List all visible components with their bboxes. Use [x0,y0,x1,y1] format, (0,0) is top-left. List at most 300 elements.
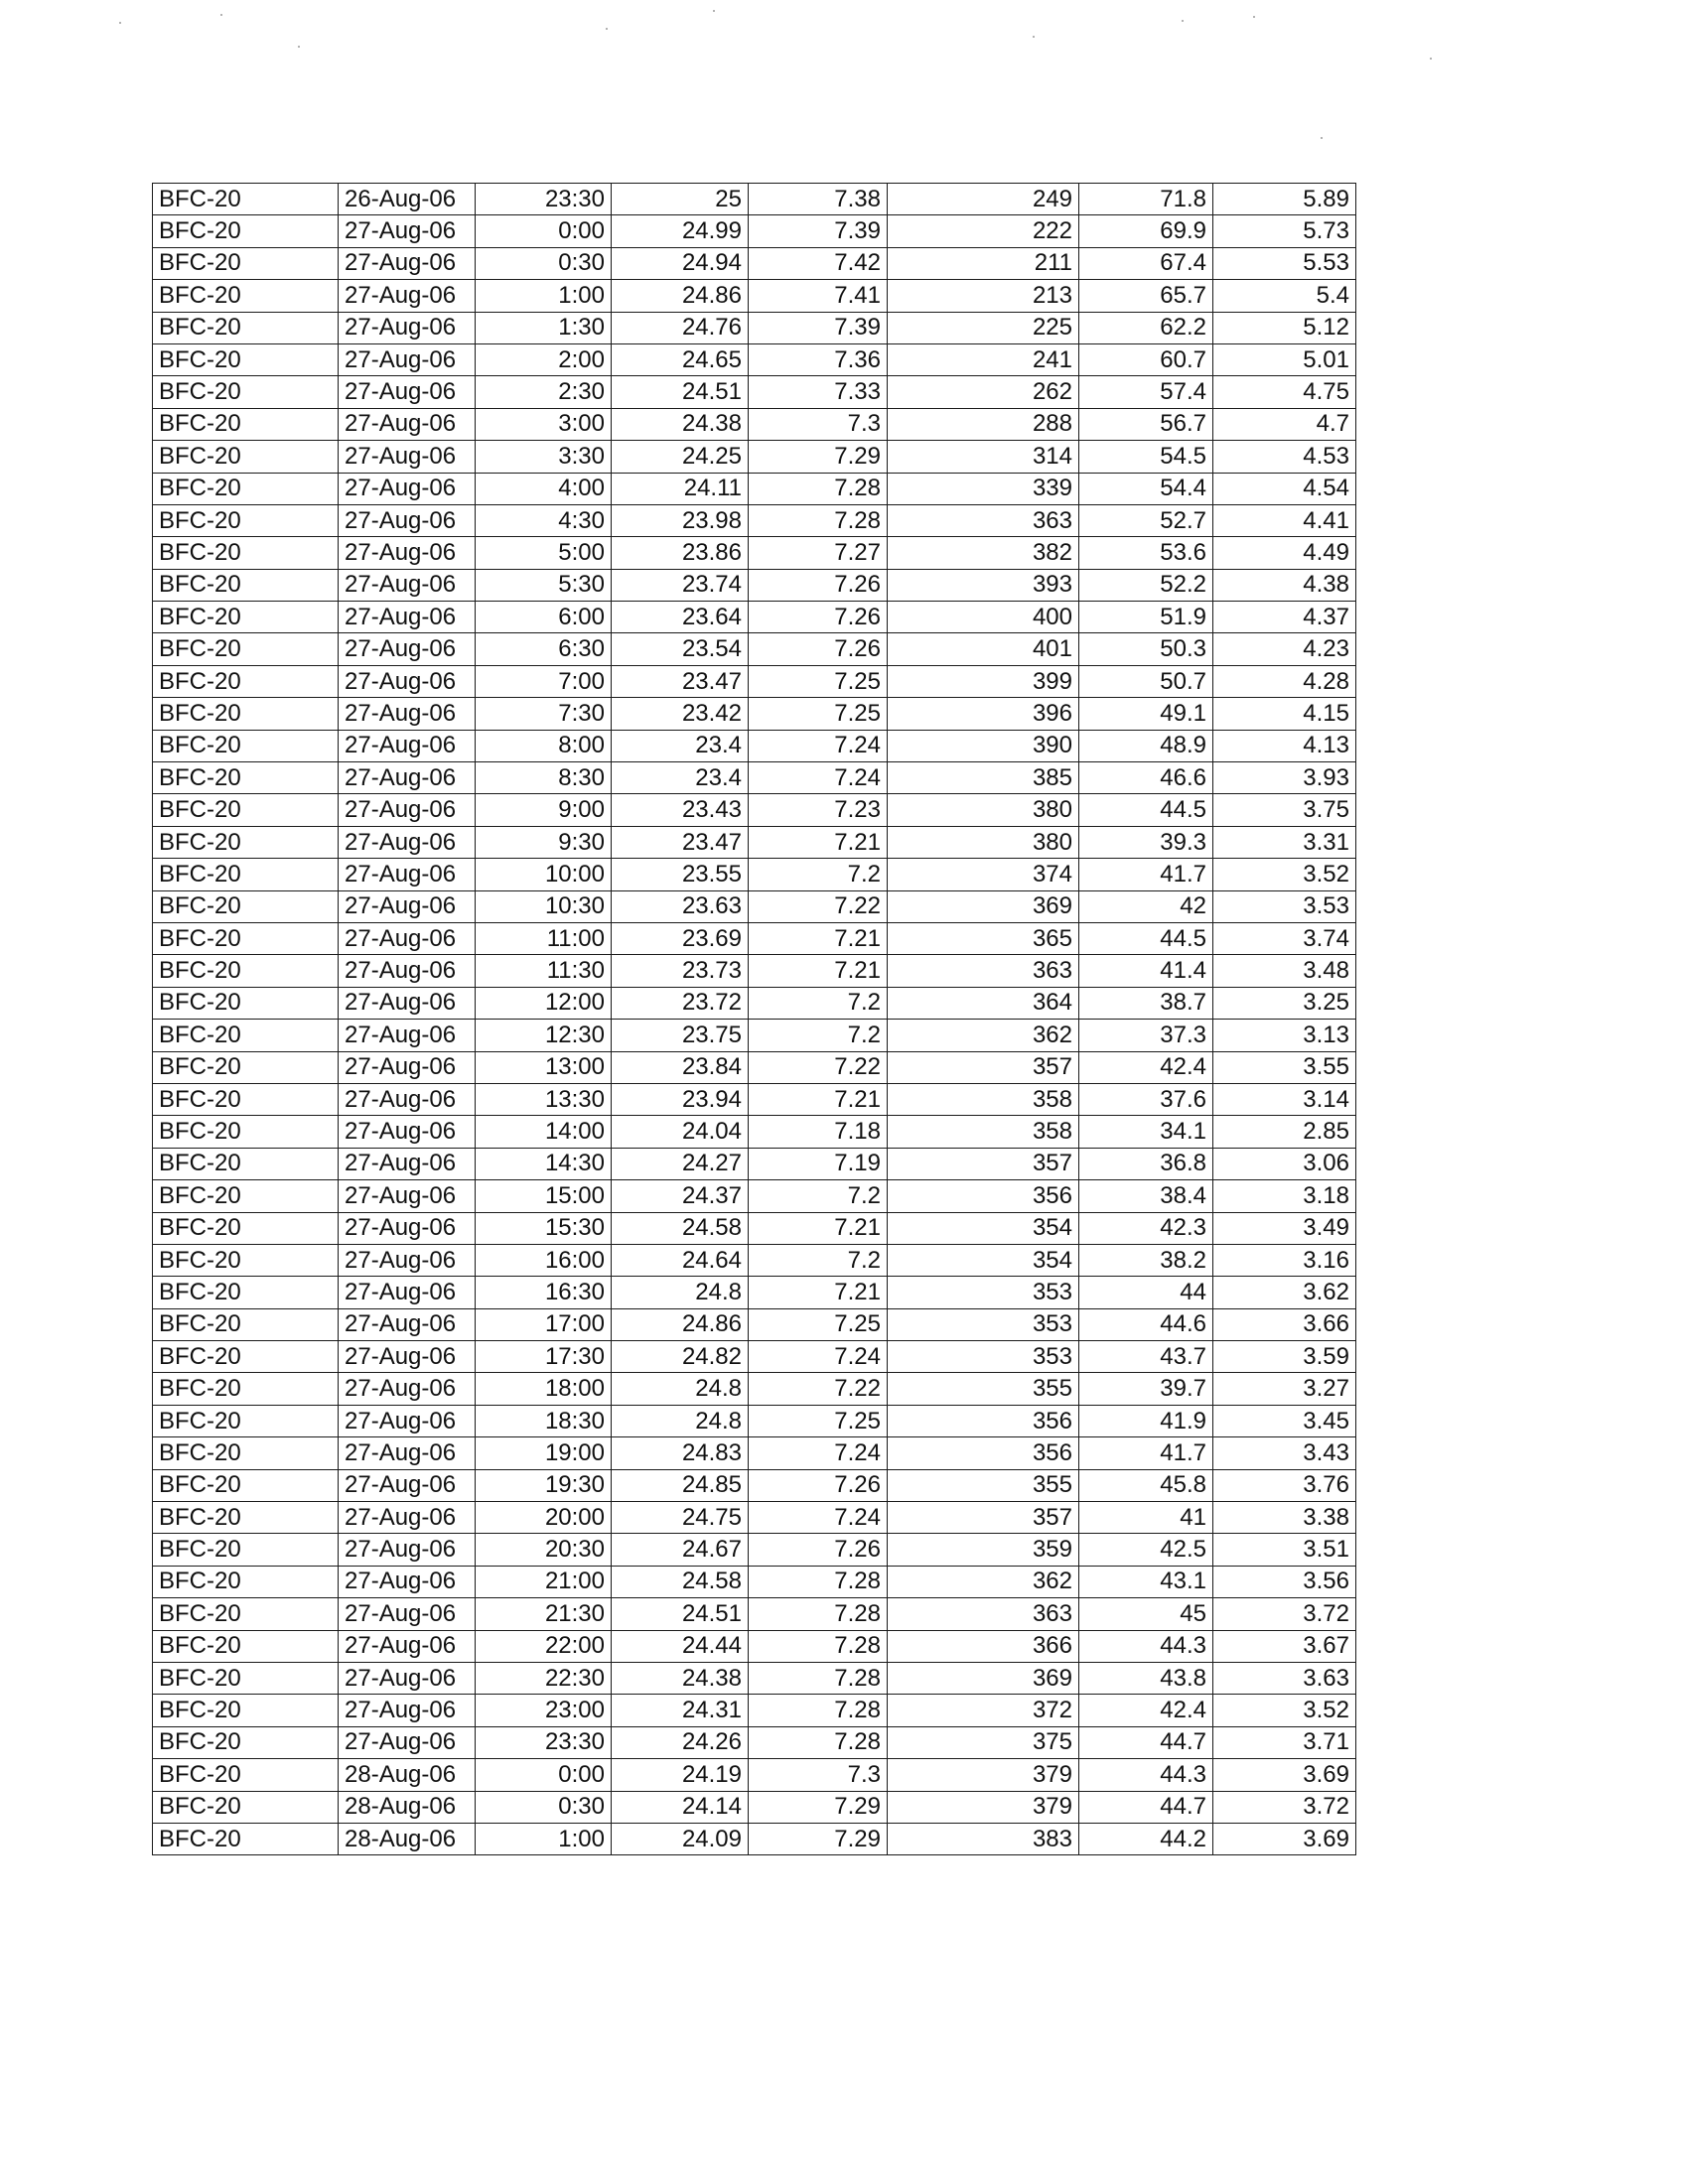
date-cell: 27-Aug-06 [339,1051,476,1083]
site-cell: BFC-20 [153,1791,339,1823]
table-row [153,1598,1356,1630]
site-cell: BFC-20 [153,762,339,794]
time-cell: 5:00 [476,537,612,569]
value-cell-3: 354 [888,1244,1079,1276]
value-cell-2: 7.26 [749,602,888,633]
date-cell: 28-Aug-06 [339,1791,476,1823]
value-cell-1: 24.83 [612,1437,749,1469]
value-cell-4: 41.7 [1079,1437,1213,1469]
date-cell: 26-Aug-06 [339,184,476,215]
value-cell-2: 7.41 [749,280,888,312]
value-cell-1: 24.14 [612,1791,749,1823]
value-cell-2: 7.28 [749,504,888,536]
value-cell-3: 401 [888,633,1079,665]
time-cell: 8:30 [476,762,612,794]
value-cell-5: 3.49 [1213,1212,1356,1244]
table-row [153,1308,1356,1340]
date-cell: 27-Aug-06 [339,762,476,794]
value-cell-1: 24.31 [612,1695,749,1726]
value-cell-4: 42.4 [1079,1051,1213,1083]
date-cell: 27-Aug-06 [339,1405,476,1436]
site-cell: BFC-20 [153,794,339,826]
value-cell-1: 24.94 [612,247,749,279]
value-cell-1: 24.82 [612,1341,749,1373]
value-cell-2: 7.25 [749,698,888,730]
value-cell-5: 3.67 [1213,1630,1356,1662]
value-cell-5: 4.23 [1213,633,1356,665]
value-cell-1: 24.65 [612,343,749,375]
site-cell: BFC-20 [153,1566,339,1597]
value-cell-1: 23.73 [612,955,749,987]
value-cell-3: 374 [888,859,1079,890]
value-cell-2: 7.38 [749,184,888,215]
site-cell: BFC-20 [153,1502,339,1534]
site-cell: BFC-20 [153,504,339,536]
site-cell: BFC-20 [153,312,339,343]
value-cell-5: 4.28 [1213,665,1356,697]
time-cell: 17:30 [476,1341,612,1373]
date-cell: 27-Aug-06 [339,376,476,408]
date-cell: 27-Aug-06 [339,1308,476,1340]
time-cell: 18:30 [476,1405,612,1436]
value-cell-4: 65.7 [1079,280,1213,312]
date-cell: 27-Aug-06 [339,890,476,922]
site-cell: BFC-20 [153,1180,339,1212]
value-cell-2: 7.19 [749,1148,888,1179]
value-cell-1: 23.64 [612,602,749,633]
value-cell-4: 43.1 [1079,1566,1213,1597]
value-cell-5: 3.48 [1213,955,1356,987]
value-cell-1: 24.86 [612,280,749,312]
site-cell: BFC-20 [153,730,339,761]
value-cell-3: 382 [888,537,1079,569]
value-cell-4: 44.7 [1079,1791,1213,1823]
time-cell: 0:00 [476,215,612,247]
value-cell-3: 357 [888,1051,1079,1083]
value-cell-1: 24.38 [612,1662,749,1694]
table-row [153,1791,1356,1823]
value-cell-2: 7.26 [749,1469,888,1501]
value-cell-5: 3.13 [1213,1020,1356,1051]
time-cell: 0:30 [476,1791,612,1823]
date-cell: 27-Aug-06 [339,698,476,730]
date-cell: 27-Aug-06 [339,955,476,987]
time-cell: 14:30 [476,1148,612,1179]
value-cell-4: 52.2 [1079,569,1213,601]
value-cell-2: 7.21 [749,1277,888,1308]
value-cell-1: 24.58 [612,1212,749,1244]
value-cell-3: 213 [888,280,1079,312]
table-row [153,1148,1356,1179]
date-cell: 27-Aug-06 [339,1566,476,1597]
value-cell-2: 7.24 [749,762,888,794]
table-row [153,569,1356,601]
value-cell-3: 362 [888,1566,1079,1597]
value-cell-5: 3.27 [1213,1373,1356,1405]
value-cell-3: 400 [888,602,1079,633]
value-cell-3: 314 [888,441,1079,473]
time-cell: 7:00 [476,665,612,697]
date-cell: 27-Aug-06 [339,1502,476,1534]
value-cell-5: 4.54 [1213,473,1356,504]
table-row [153,602,1356,633]
value-cell-3: 399 [888,665,1079,697]
value-cell-1: 23.98 [612,504,749,536]
value-cell-1: 24.44 [612,1630,749,1662]
table-row [153,1180,1356,1212]
value-cell-1: 23.75 [612,1020,749,1051]
value-cell-1: 23.4 [612,730,749,761]
time-cell: 12:30 [476,1020,612,1051]
value-cell-5: 3.25 [1213,987,1356,1019]
scan-speck [220,14,222,16]
site-cell: BFC-20 [153,1759,339,1791]
value-cell-4: 54.4 [1079,473,1213,504]
table-row [153,1277,1356,1308]
date-cell: 27-Aug-06 [339,504,476,536]
value-cell-3: 357 [888,1148,1079,1179]
value-cell-1: 24.67 [612,1534,749,1566]
value-cell-5: 4.75 [1213,376,1356,408]
date-cell: 27-Aug-06 [339,1630,476,1662]
site-cell: BFC-20 [153,1277,339,1308]
site-cell: BFC-20 [153,1469,339,1501]
value-cell-3: 357 [888,1502,1079,1534]
value-cell-5: 3.52 [1213,859,1356,890]
site-cell: BFC-20 [153,343,339,375]
value-cell-3: 363 [888,1598,1079,1630]
date-cell: 27-Aug-06 [339,537,476,569]
value-cell-1: 23.47 [612,665,749,697]
value-cell-4: 38.4 [1079,1180,1213,1212]
site-cell: BFC-20 [153,215,339,247]
value-cell-4: 39.7 [1079,1373,1213,1405]
value-cell-4: 62.2 [1079,312,1213,343]
time-cell: 0:00 [476,1759,612,1791]
table-row [153,1437,1356,1469]
value-cell-3: 383 [888,1823,1079,1854]
date-cell: 27-Aug-06 [339,1116,476,1148]
value-cell-4: 38.2 [1079,1244,1213,1276]
site-cell: BFC-20 [153,922,339,954]
site-cell: BFC-20 [153,890,339,922]
value-cell-2: 7.42 [749,247,888,279]
value-cell-5: 4.37 [1213,602,1356,633]
value-cell-4: 50.7 [1079,665,1213,697]
time-cell: 4:30 [476,504,612,536]
value-cell-5: 4.49 [1213,537,1356,569]
value-cell-2: 7.28 [749,1695,888,1726]
value-cell-2: 7.28 [749,1662,888,1694]
value-cell-5: 3.56 [1213,1566,1356,1597]
time-cell: 6:30 [476,633,612,665]
value-cell-2: 7.39 [749,312,888,343]
value-cell-2: 7.24 [749,1502,888,1534]
table-row [153,859,1356,890]
site-cell: BFC-20 [153,1244,339,1276]
value-cell-2: 7.26 [749,633,888,665]
time-cell: 10:00 [476,859,612,890]
value-cell-4: 57.4 [1079,376,1213,408]
table-row [153,730,1356,761]
site-cell: BFC-20 [153,1534,339,1566]
site-cell: BFC-20 [153,1083,339,1115]
date-cell: 27-Aug-06 [339,441,476,473]
value-cell-3: 355 [888,1469,1079,1501]
value-cell-3: 396 [888,698,1079,730]
value-cell-2: 7.25 [749,665,888,697]
value-cell-4: 50.3 [1079,633,1213,665]
time-cell: 20:00 [476,1502,612,1534]
value-cell-5: 3.38 [1213,1502,1356,1534]
value-cell-1: 24.64 [612,1244,749,1276]
value-cell-3: 362 [888,1020,1079,1051]
date-cell: 27-Aug-06 [339,1083,476,1115]
date-cell: 27-Aug-06 [339,859,476,890]
value-cell-2: 7.21 [749,922,888,954]
value-cell-5: 5.89 [1213,184,1356,215]
table-row [153,247,1356,279]
value-cell-1: 23.47 [612,826,749,858]
value-cell-5: 3.69 [1213,1759,1356,1791]
value-cell-4: 71.8 [1079,184,1213,215]
scan-speck [713,10,715,12]
value-cell-4: 44 [1079,1277,1213,1308]
time-cell: 13:30 [476,1083,612,1115]
value-cell-3: 369 [888,1662,1079,1694]
site-cell: BFC-20 [153,1212,339,1244]
date-cell: 27-Aug-06 [339,1662,476,1694]
value-cell-2: 7.2 [749,1244,888,1276]
value-cell-4: 49.1 [1079,698,1213,730]
value-cell-4: 43.8 [1079,1662,1213,1694]
site-cell: BFC-20 [153,955,339,987]
date-cell: 27-Aug-06 [339,1212,476,1244]
time-cell: 7:30 [476,698,612,730]
site-cell: BFC-20 [153,1116,339,1148]
value-cell-3: 365 [888,922,1079,954]
value-cell-2: 7.29 [749,1791,888,1823]
site-cell: BFC-20 [153,602,339,633]
table-row [153,1662,1356,1694]
value-cell-4: 41.7 [1079,859,1213,890]
site-cell: BFC-20 [153,1405,339,1436]
date-cell: 28-Aug-06 [339,1823,476,1854]
value-cell-5: 3.93 [1213,762,1356,794]
time-cell: 2:00 [476,343,612,375]
value-cell-5: 4.53 [1213,441,1356,473]
value-cell-3: 372 [888,1695,1079,1726]
value-cell-3: 390 [888,730,1079,761]
site-cell: BFC-20 [153,1051,339,1083]
time-cell: 18:00 [476,1373,612,1405]
date-cell: 27-Aug-06 [339,408,476,440]
value-cell-1: 23.54 [612,633,749,665]
value-cell-5: 5.12 [1213,312,1356,343]
table-row [153,826,1356,858]
value-cell-3: 249 [888,184,1079,215]
value-cell-4: 44.5 [1079,922,1213,954]
table-row [153,665,1356,697]
value-cell-3: 211 [888,247,1079,279]
date-cell: 27-Aug-06 [339,1277,476,1308]
table-row [153,1083,1356,1115]
value-cell-1: 23.4 [612,762,749,794]
value-cell-4: 42.3 [1079,1212,1213,1244]
value-cell-5: 3.55 [1213,1051,1356,1083]
value-cell-3: 375 [888,1726,1079,1758]
value-cell-5: 5.4 [1213,280,1356,312]
value-cell-2: 7.26 [749,1534,888,1566]
value-cell-2: 7.27 [749,537,888,569]
date-cell: 27-Aug-06 [339,826,476,858]
value-cell-5: 3.14 [1213,1083,1356,1115]
date-cell: 27-Aug-06 [339,794,476,826]
time-cell: 16:00 [476,1244,612,1276]
value-cell-1: 23.55 [612,859,749,890]
value-cell-2: 7.21 [749,1083,888,1115]
value-cell-1: 24.26 [612,1726,749,1758]
table-row [153,955,1356,987]
value-cell-4: 41.4 [1079,955,1213,987]
time-cell: 2:30 [476,376,612,408]
value-cell-3: 364 [888,987,1079,1019]
time-cell: 9:00 [476,794,612,826]
table-row [153,1469,1356,1501]
site-cell: BFC-20 [153,859,339,890]
table-row [153,698,1356,730]
date-cell: 27-Aug-06 [339,343,476,375]
value-cell-3: 379 [888,1791,1079,1823]
scan-speck [606,28,608,30]
scan-speck [1253,16,1255,18]
value-cell-1: 24.04 [612,1116,749,1148]
site-cell: BFC-20 [153,1020,339,1051]
time-cell: 15:30 [476,1212,612,1244]
time-cell: 23:30 [476,1726,612,1758]
value-cell-2: 7.26 [749,569,888,601]
value-cell-5: 3.72 [1213,1598,1356,1630]
site-cell: BFC-20 [153,408,339,440]
site-cell: BFC-20 [153,376,339,408]
table-row [153,312,1356,343]
date-cell: 28-Aug-06 [339,1759,476,1791]
value-cell-1: 23.42 [612,698,749,730]
value-cell-1: 24.86 [612,1308,749,1340]
value-cell-1: 24.99 [612,215,749,247]
value-cell-4: 39.3 [1079,826,1213,858]
value-cell-3: 379 [888,1759,1079,1791]
date-cell: 27-Aug-06 [339,247,476,279]
time-cell: 19:00 [476,1437,612,1469]
value-cell-4: 46.6 [1079,762,1213,794]
value-cell-4: 54.5 [1079,441,1213,473]
value-cell-2: 7.2 [749,1180,888,1212]
value-cell-4: 37.3 [1079,1020,1213,1051]
table-row [153,1823,1356,1854]
value-cell-5: 3.69 [1213,1823,1356,1854]
table-row [153,1051,1356,1083]
value-cell-1: 24.75 [612,1502,749,1534]
value-cell-2: 7.39 [749,215,888,247]
scan-speck [1182,20,1184,22]
time-cell: 6:00 [476,602,612,633]
value-cell-5: 3.53 [1213,890,1356,922]
value-cell-4: 48.9 [1079,730,1213,761]
value-cell-3: 241 [888,343,1079,375]
site-cell: BFC-20 [153,826,339,858]
date-cell: 27-Aug-06 [339,665,476,697]
value-cell-5: 3.76 [1213,1469,1356,1501]
value-cell-2: 7.2 [749,1020,888,1051]
value-cell-4: 44.3 [1079,1759,1213,1791]
value-cell-3: 366 [888,1630,1079,1662]
value-cell-4: 69.9 [1079,215,1213,247]
value-cell-3: 359 [888,1534,1079,1566]
value-cell-2: 7.2 [749,987,888,1019]
value-cell-1: 24.19 [612,1759,749,1791]
time-cell: 4:00 [476,473,612,504]
time-cell: 1:00 [476,1823,612,1854]
date-cell: 27-Aug-06 [339,1341,476,1373]
value-cell-4: 41.9 [1079,1405,1213,1436]
date-cell: 27-Aug-06 [339,312,476,343]
table-row [153,184,1356,215]
value-cell-2: 7.21 [749,955,888,987]
table-row [153,1244,1356,1276]
value-cell-1: 24.11 [612,473,749,504]
time-cell: 21:00 [476,1566,612,1597]
time-cell: 13:00 [476,1051,612,1083]
value-cell-4: 45 [1079,1598,1213,1630]
value-cell-4: 43.7 [1079,1341,1213,1373]
table-row [153,922,1356,954]
table-row [153,1566,1356,1597]
table-row [153,1405,1356,1436]
time-cell: 11:30 [476,955,612,987]
table-row [153,343,1356,375]
value-cell-3: 369 [888,890,1079,922]
date-cell: 27-Aug-06 [339,1437,476,1469]
value-cell-5: 4.15 [1213,698,1356,730]
site-cell: BFC-20 [153,1148,339,1179]
table-row [153,1534,1356,1566]
table-row [153,1759,1356,1791]
table-row [153,762,1356,794]
time-cell: 19:30 [476,1469,612,1501]
site-cell: BFC-20 [153,1598,339,1630]
value-cell-3: 354 [888,1212,1079,1244]
value-cell-4: 53.6 [1079,537,1213,569]
date-cell: 27-Aug-06 [339,1534,476,1566]
table-row [153,987,1356,1019]
value-cell-1: 24.09 [612,1823,749,1854]
value-cell-4: 42 [1079,890,1213,922]
value-cell-1: 24.27 [612,1148,749,1179]
value-cell-2: 7.29 [749,441,888,473]
value-cell-2: 7.25 [749,1405,888,1436]
site-cell: BFC-20 [153,441,339,473]
value-cell-2: 7.28 [749,1598,888,1630]
value-cell-2: 7.24 [749,1437,888,1469]
value-cell-4: 56.7 [1079,408,1213,440]
time-cell: 12:00 [476,987,612,1019]
time-cell: 20:30 [476,1534,612,1566]
value-cell-3: 356 [888,1437,1079,1469]
value-cell-1: 23.94 [612,1083,749,1115]
table-row [153,1020,1356,1051]
value-cell-4: 60.7 [1079,343,1213,375]
